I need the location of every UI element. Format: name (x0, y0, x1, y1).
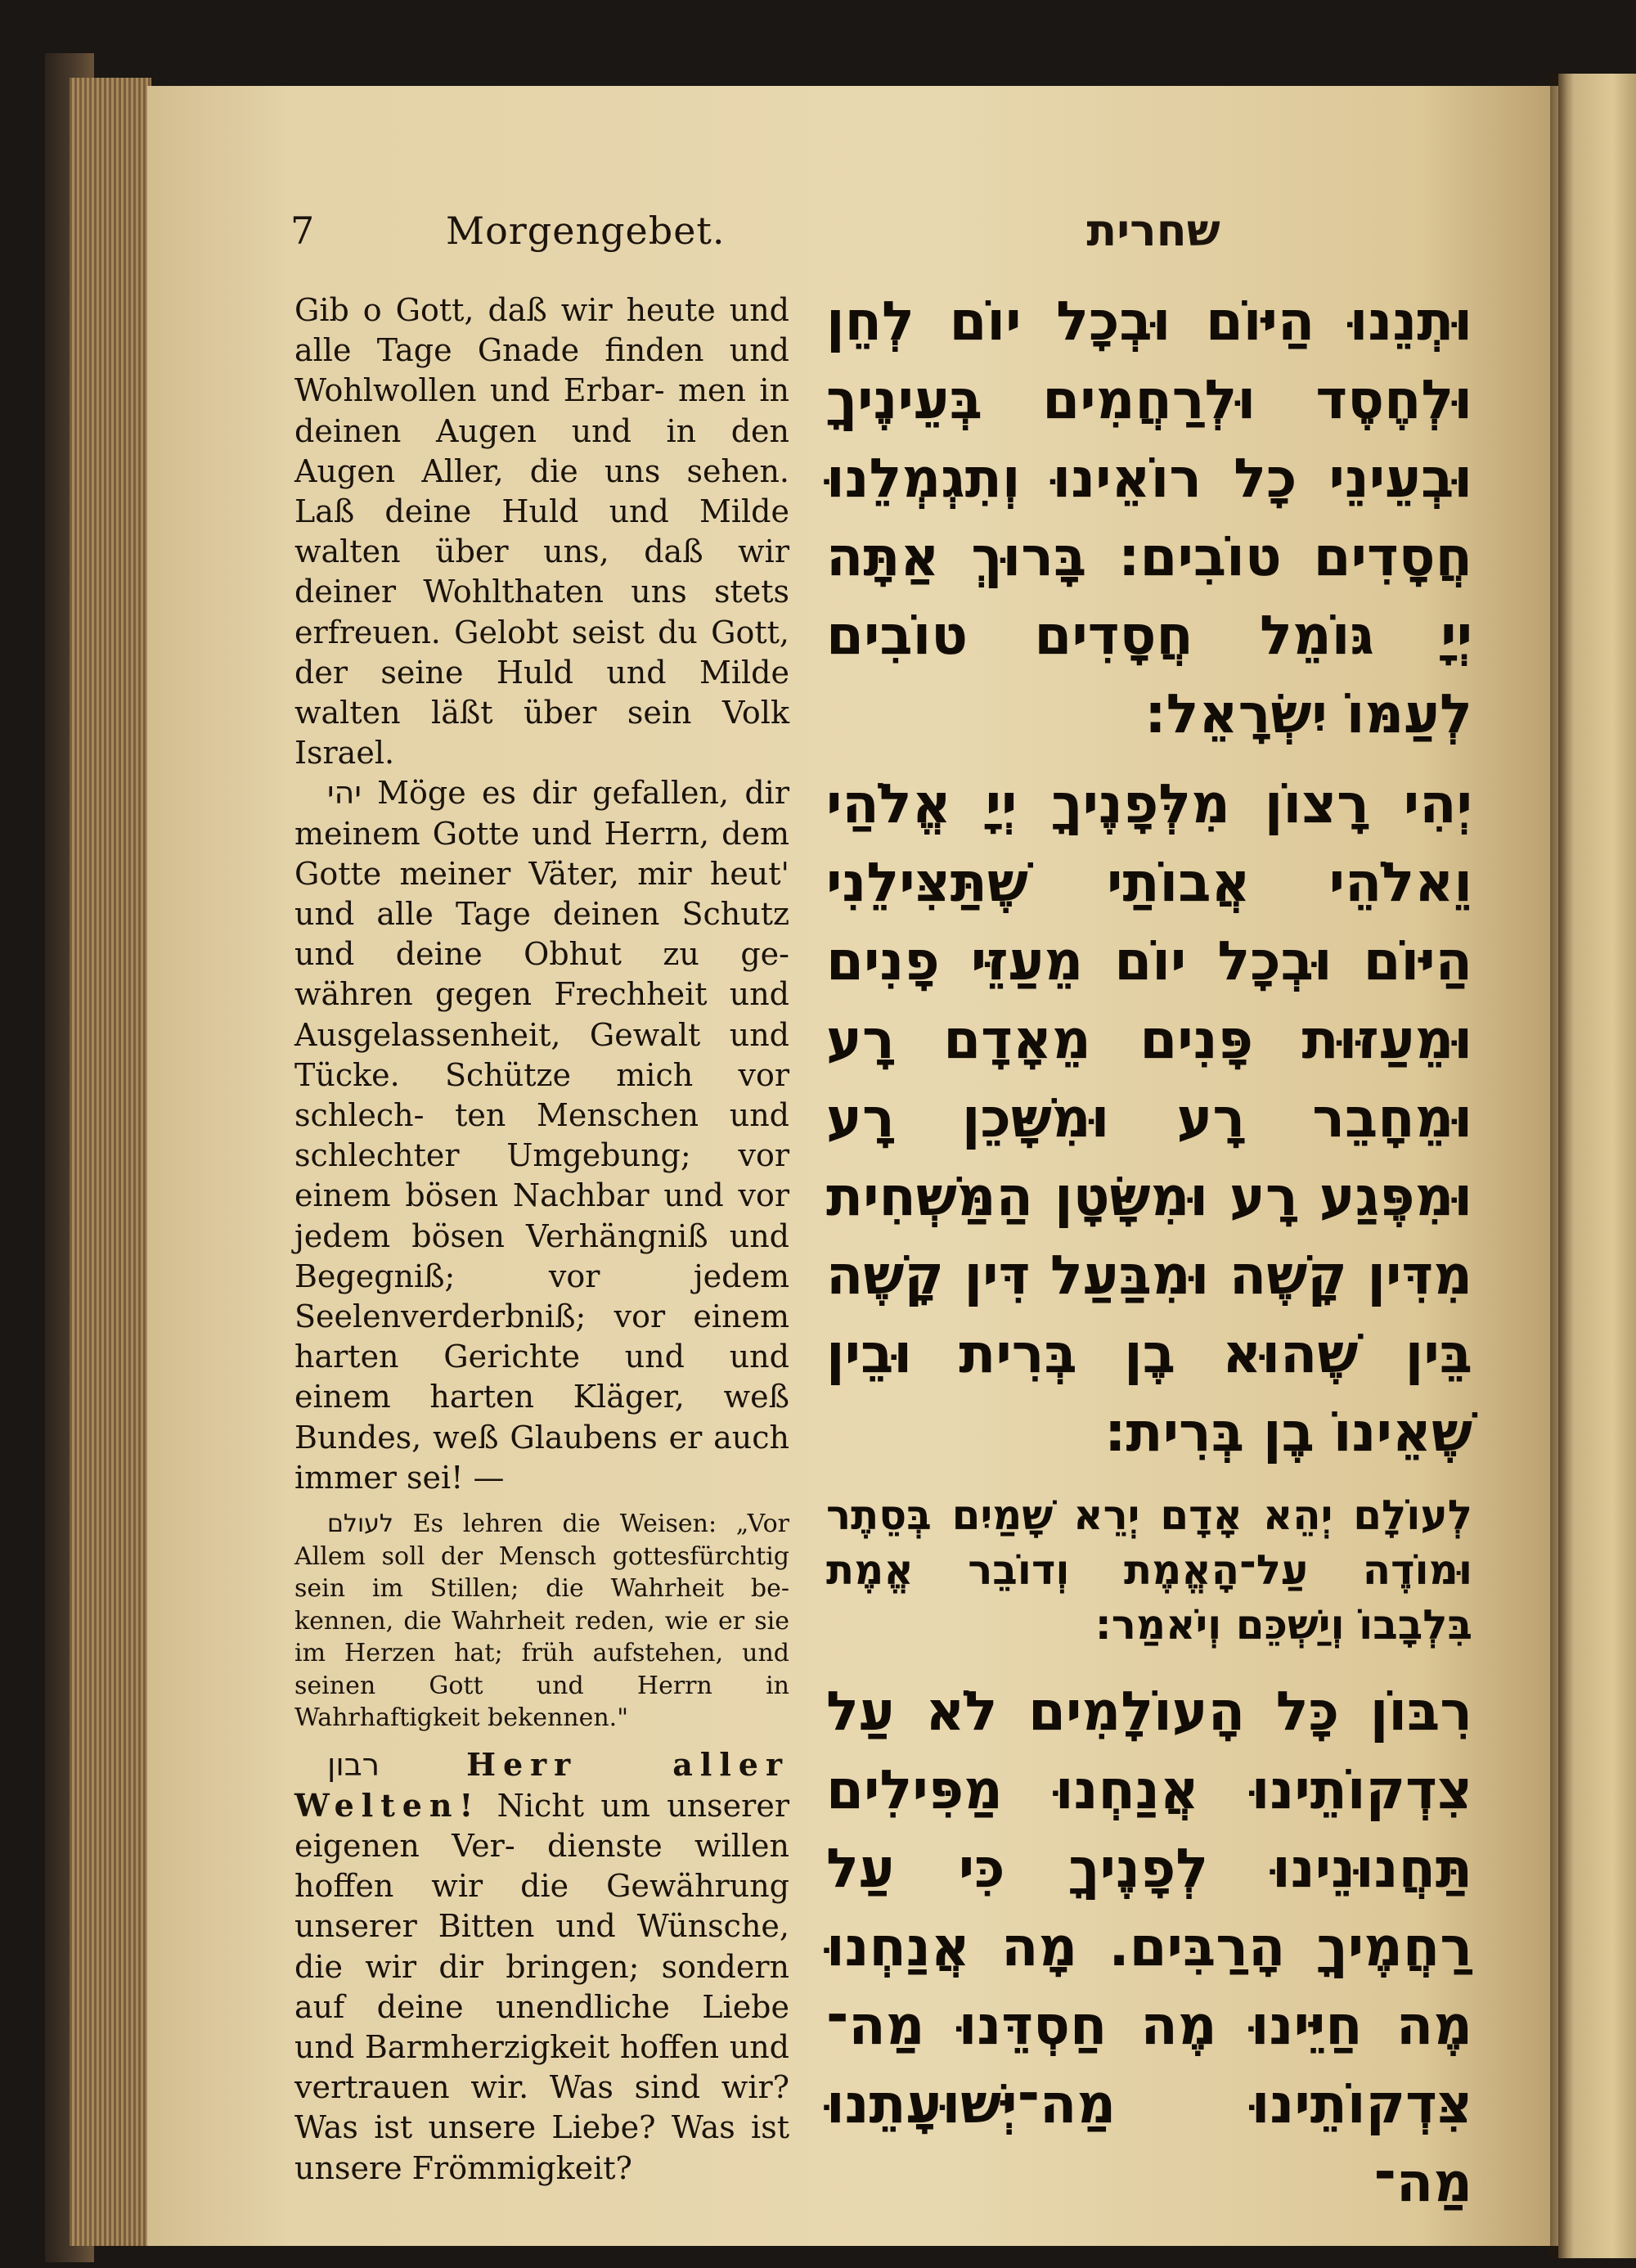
german-note (294, 1508, 789, 1735)
german-paragraph-1: Gib o Gott, daß wir heute und alle Tage Gnade finden und Wohlwollen und Erbar- men in deinen Augen und in den Augen Aller, die uns sehen. Laß deine Huld und Milde walten über uns, daß wir deiner Wohlthaten uns stets erfreuen. Gelobt seist du Gott, der seine Huld und Milde walten läßt über sein Volk Israel. (294, 292, 789, 772)
hebrew-prayer-column (826, 282, 1472, 2222)
catchword-hebrew: רבון (327, 1746, 380, 1783)
hebrew-paragraph-3: לְעוֹלָם יְהֵא אָדָם יְרֵא שָׁמַיִם בְּסֵתֶר וּמוֹדֶה עַל־הָאֱמֶת וְדוֹבֵר אֱמֶת בִּלְבָבוֹ וְיַשְׁכֵּם וְיֹאמַר: (826, 1492, 1472, 1649)
page-number: 7 (290, 209, 315, 253)
german-note-text: Es lehren die Weisen: „Vor Allem soll der Mensch gottesfürchtig sein im Stillen; die Wahrheit be- kennen, die Wahrheit reden, wie er sie im Herzen hat; früh aufstehen, und seinen Gott und Herrn in Wahrhaftigkeit bekennen." (294, 1510, 789, 1733)
page-stack-edge (70, 78, 151, 2246)
page-gutter (1550, 74, 1566, 2258)
catchword-hebrew: לעולם (327, 1510, 393, 1539)
hebrew-paragraph-2: יְהִי רָצוֹן מִלְּפָנֶיךָ יְיָ אֱלֹהַי וֵאלֹהֵי אֲבוֹתַי שֶׁתַּצִּילֵנִי הַיּוֹם וּבְכָל יוֹם מֵעַזֵּי פָנִים וּמֵעַזּוּת פָּנִים מֵאָדָם רָע וּמֵחָבֵר רָע וּמִשָּׁכֵן רָע וּמִפֶּגַע רָע וּמִשָּׂטָן הַמַּשְׁחִית מִדִּין קָשֶׁה וּמִבַּעַל דִּין קָשֶׁה בֵּין שֶׁהוּא בֶן בְּרִית וּבֵין שֶׁאֵינוֹ בֶן בְּרִית: (826, 772, 1472, 1464)
facing-page-edge (1558, 74, 1636, 2258)
german-paragraph-2-text: Möge es dir gefallen, dir meinem Gotte und Herrn, dem Gotte meiner Väter, mir heut' und alle Tage deinen Schutz und deine Obhut zu ge- währen gegen Frechheit und Ausgelassenheit, Gewalt und Tücke. Schütze mich vor schlech- ten Menschen und schlechter Umgebung; vor einem bösen Nachbar und vor jedem bösen Verhängniß und Begegniß; vor jedem Seelenverderbniß; vor einem harten Gerichte und und einem harten Kläger, weß Bundes, weß Glaubens er auch immer sei! — (294, 775, 789, 1496)
running-title-hebrew: שחרית (1086, 205, 1220, 256)
german-paragraph-3 (294, 1744, 789, 2189)
catchword-hebrew: יהי (327, 775, 362, 812)
hebrew-paragraph-4: רִבּוֹן כָּל הָעוֹלָמִים לֹא עַל צִדְקוֹתֵינוּ אֲנַחְנוּ מַפִּילִים תַּחֲנוּנֵינוּ לְפָנֶיךָ כִּי עַל רַחֲמֶיךָ הָרַבִּים. מָה אֲנַחְנוּ מֶה חַיֵּינוּ מֶה חַסְדֵּנוּ מַה־ צִּדְקוֹתֵינוּ מַה־יְּשׁוּעָתֵנוּ מַה־ (826, 1680, 1472, 2214)
german-paragraph-3-text: Nicht um unserer eigenen Ver- dienste willen hoffen wir die Gewährung unserer Bitten und Wünsche, die wir dir bringen; sondern auf deine unendliche Liebe und Barmherzigkeit hoffen und vertrauen wir. Was sind wir? Was ist unsere Liebe? Was ist unsere Frömmigkeit? (294, 1787, 789, 2186)
hebrew-paragraph-1: וּתְנֵנוּ הַיּוֹם וּבְכָל יוֹם לְחֵן וּלְחֶסֶד וּלְרַחֲמִים בְּעֵינֶיךָ וּבְעֵינֵי כָל רוֹאֵינוּ וְתִגְמְלֵנוּ חֲסָדִים טוֹבִים: בָּרוּךְ אַתָּה יְיָ גּוֹמֵל חֲסָדִים טוֹבִים לְעַמּוֹ יִשְׂרָאֵל: (826, 290, 1472, 745)
german-spaced-heading: Herr aller Welten! (294, 1745, 789, 1824)
running-title-german: Morgengebet. (446, 209, 726, 253)
german-translation-column (294, 290, 789, 2189)
german-paragraph-2 (294, 773, 789, 1498)
